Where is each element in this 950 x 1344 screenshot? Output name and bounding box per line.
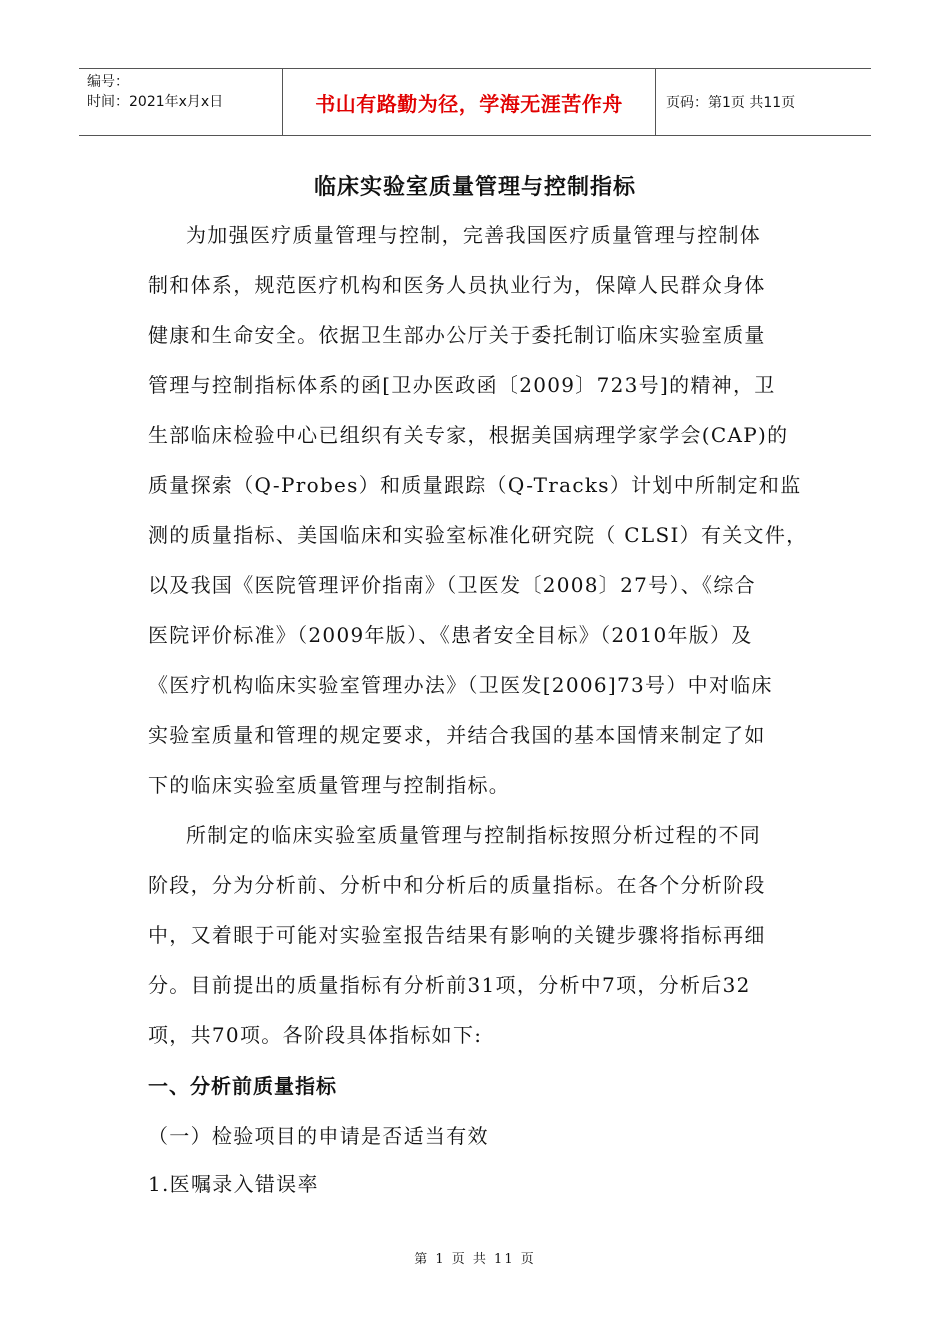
document-title: 临床实验室质量管理与控制指标 <box>313 175 636 200</box>
paragraph-line: 为加强医疗质量管理与控制，完善我国医疗质量管理与控制体 <box>186 223 762 247</box>
paragraph-line: 阶段，分为分析前、分析中和分析后的质量指标。在各个分析阶段 <box>148 873 766 897</box>
header-motto: 书山有路勤为径，学海无涯苦作舟 <box>282 69 656 135</box>
paragraph-line: 医院评价标准》（2009年版）、《患者安全目标》（2010年版）及 <box>148 623 753 647</box>
paragraph-line: 质量探索（Q-Probes）和质量跟踪（Q-Tracks）计划中所制定和监 <box>148 473 802 497</box>
paragraph-line: 生部临床检验中心已组织有关专家，根据美国病理学家学会(CAP)的 <box>148 423 789 447</box>
paragraph-line: 实验室质量和管理的规定要求，并结合我国的基本国情来制定了如 <box>148 723 766 747</box>
time-label: 时间：2021年x月x日 <box>87 94 224 110</box>
subsection-heading: （一）检验项目的申请是否适当有效 <box>148 1124 489 1148</box>
header-meta <box>79 69 282 135</box>
paragraph-line: 《医疗机构临床实验室管理办法》（卫医发[2006]73号）中对临床 <box>148 673 773 697</box>
paragraph-line: 所制定的临床实验室质量管理与控制指标按照分析过程的不同 <box>186 823 762 847</box>
page-footer: 第 1 页 共 11 页 <box>414 1252 536 1267</box>
paragraph-line: 管理与控制指标体系的函[卫办医政函〔2009〕723号]的精神，卫 <box>148 373 776 397</box>
paragraph-line: 下的临床实验室质量管理与控制指标。 <box>148 773 511 797</box>
page-header <box>79 68 871 136</box>
paragraph-line: 中，又着眼于可能对实验室报告结果有影响的关键步骤将指标再细 <box>148 923 766 947</box>
paragraph-line: 健康和生命安全。依据卫生部办公厅关于委托制订临床实验室质量 <box>148 323 766 347</box>
paragraph-line: 分。目前提出的质量指标有分析前31项，分析中7项，分析后32 <box>148 973 751 997</box>
paragraph-line: 制和体系，规范医疗机构和医务人员执业行为，保障人民群众身体 <box>148 273 766 297</box>
paragraph-line: 项，共70项。各阶段具体指标如下: <box>148 1023 483 1047</box>
number-label: 编号： <box>87 74 129 90</box>
paragraph-line: 以及我国《医院管理评价指南》（卫医发〔2008〕27号）、《综合 <box>148 573 756 597</box>
list-item: 1.医嘱录入错误率 <box>148 1172 319 1196</box>
paragraph-line: 测的质量指标、美国临床和实验室标准化研究院（ CLSI）有关文件， <box>148 523 808 547</box>
header-page-info: 页码：第1页 共11页 <box>666 95 796 111</box>
section-heading: 一、分析前质量指标 <box>148 1074 337 1098</box>
